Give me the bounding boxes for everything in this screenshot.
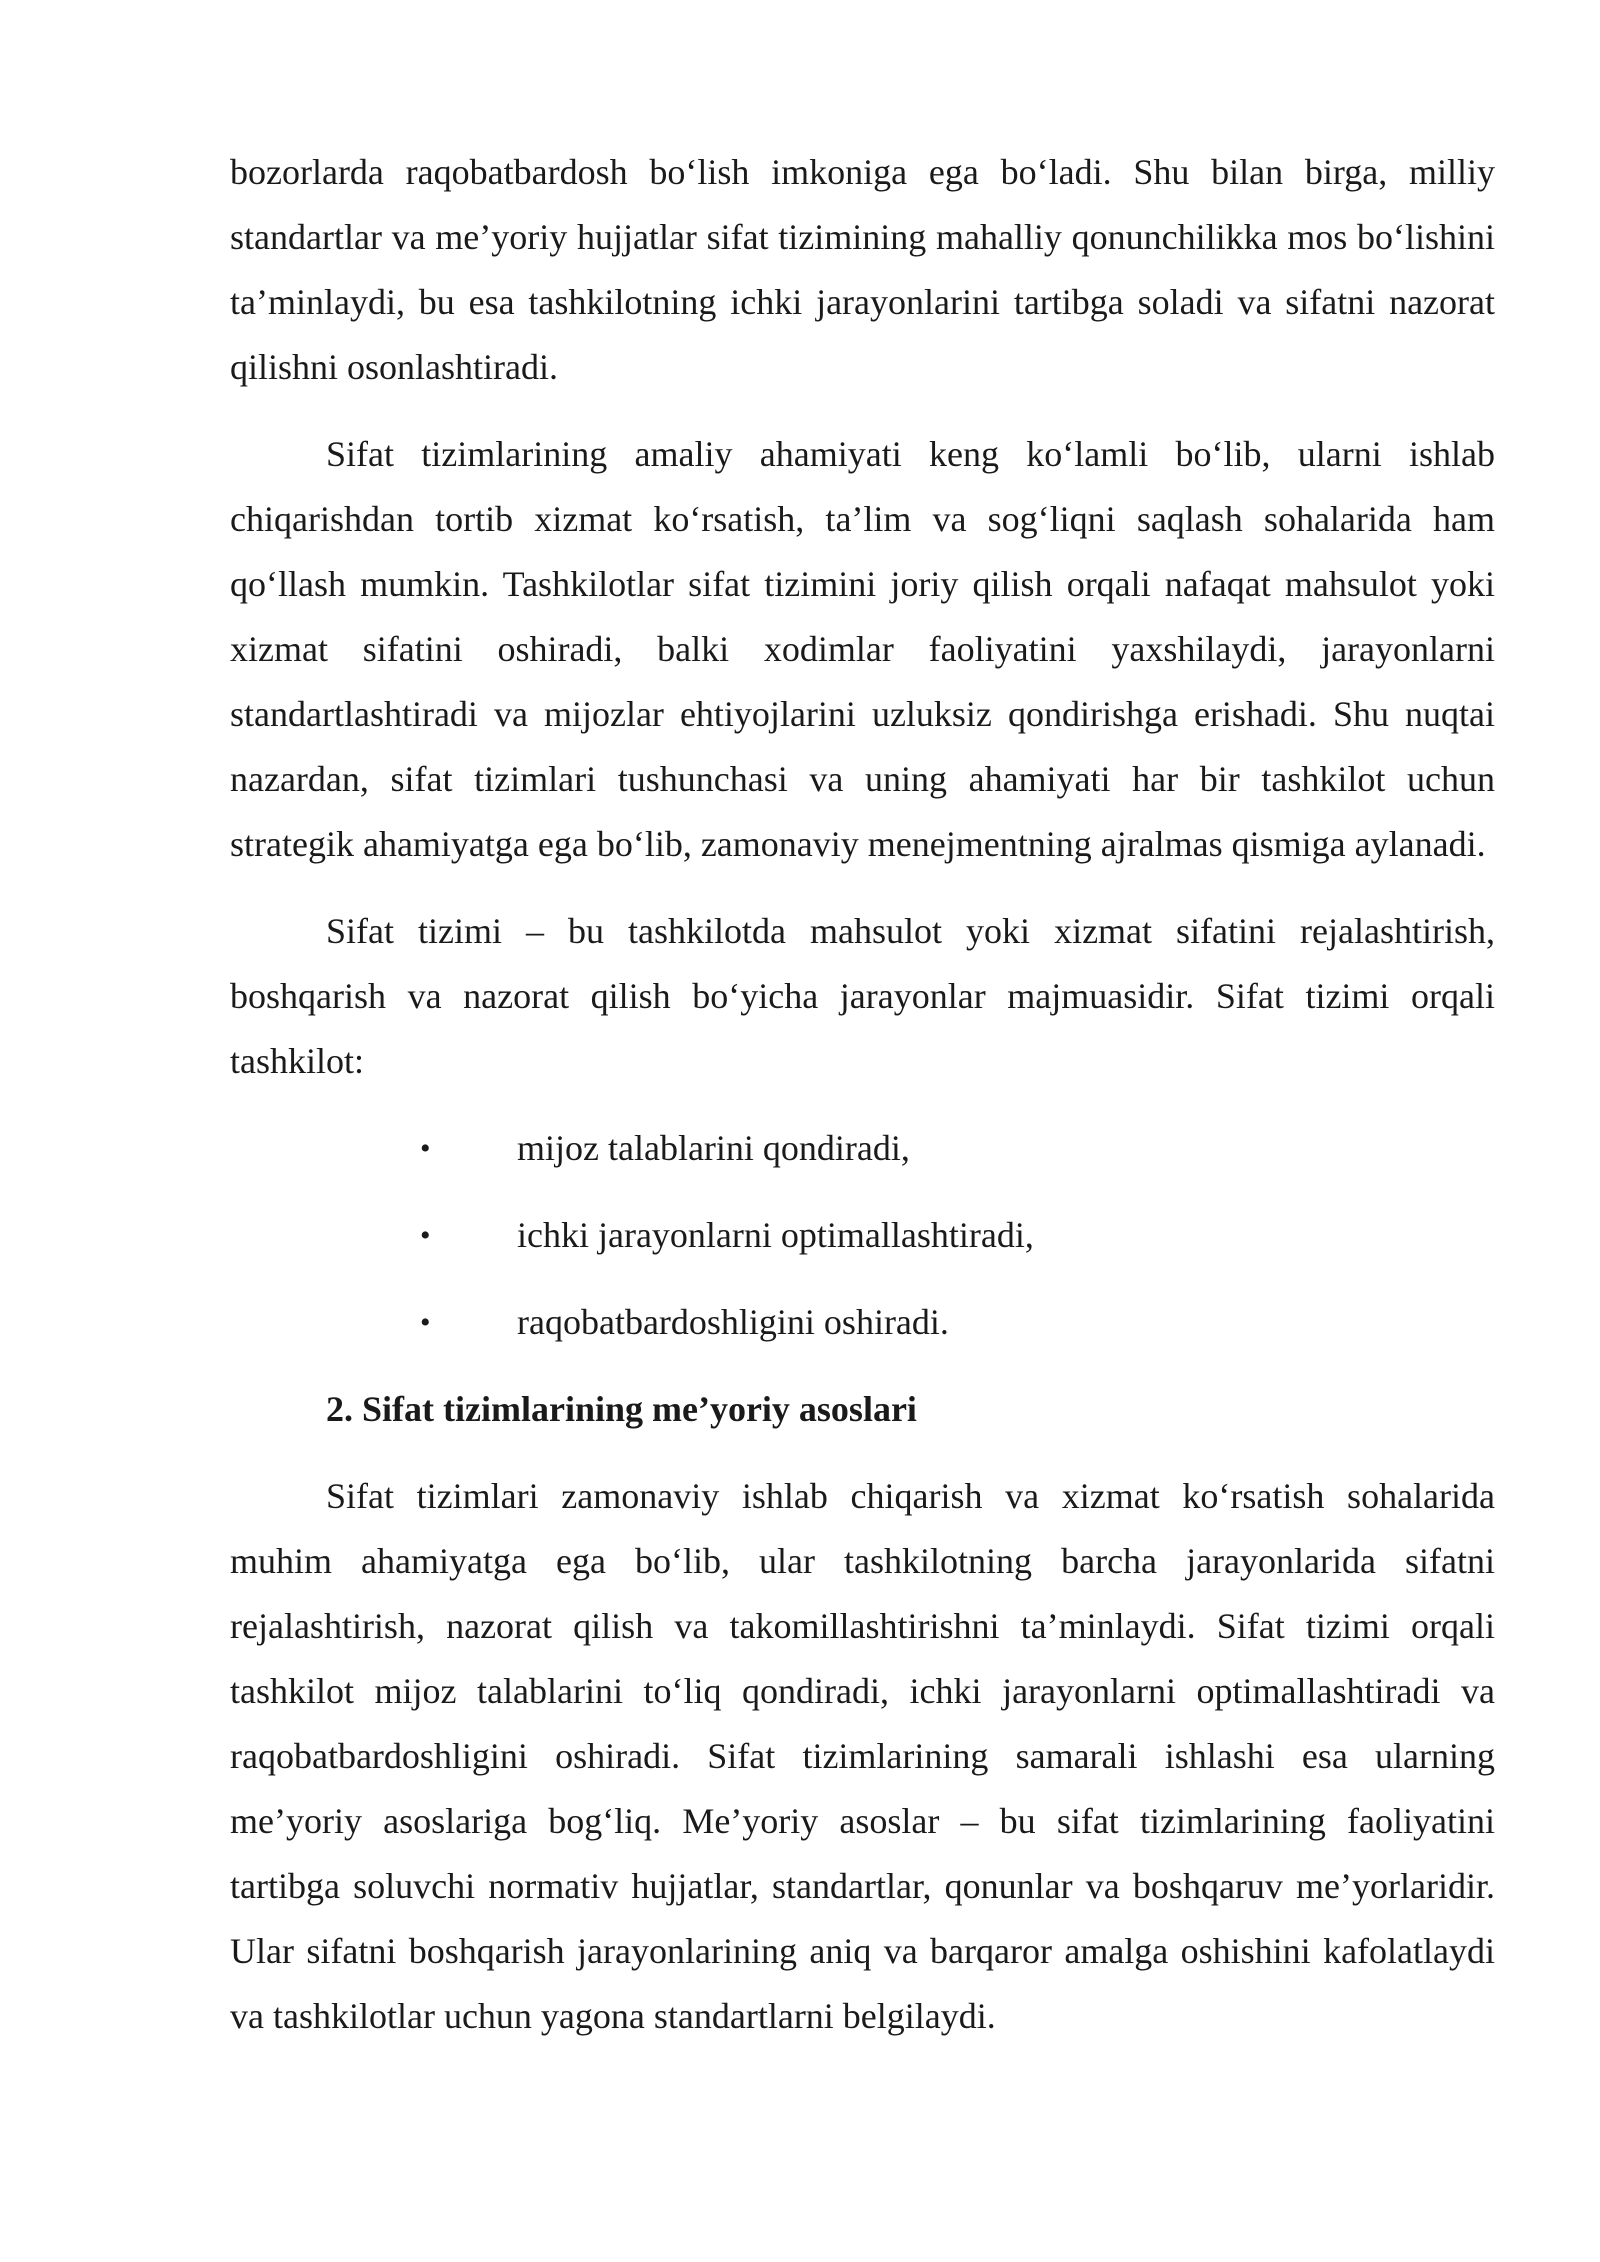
list-item-text: raqobatbardoshligini oshiradi. xyxy=(517,1302,949,1342)
bullet-icon: • xyxy=(420,1132,431,1165)
list-item-text: ichki jarayonlarni optimallashtiradi, xyxy=(517,1215,1034,1255)
paragraph-definition: Sifat tizimi – bu tashkilotda mahsulot yoki xizmat sifatini rejalashtirish, boshqarish va nazorat qilish bo‘yicha jarayonlar majmuasidir. Sifat tizimi orqali tashkilot: xyxy=(230,911,1495,1081)
section-heading: 2. Sifat tizimlarining me’yoriy asoslari xyxy=(326,1389,917,1429)
list-item xyxy=(230,1116,1495,1181)
document-page xyxy=(230,140,1495,2049)
list-item-text: mijoz talablarini qondiradi, xyxy=(517,1128,910,1168)
list-item xyxy=(230,1290,1495,1355)
paragraph-practical-importance: Sifat tizimlarining amaliy ahamiyati keng ko‘lamli bo‘lib, ularni ishlab chiqarishdan tortib xizmat ko‘rsatish, ta’lim va sog‘liqni saqlash sohalarida ham qo‘llash mumkin. Tashkilotlar sifat tizimini joriy qilish orqali nafaqat mahsulot yoki xizmat sifatini oshiradi, balki xodimlar faoliyatini yaxshilaydi, jarayonlarni standartlashtiradi va mijozlar ehtiyojlarini uzluksiz qondirishga erishadi. Shu nuqtai nazardan, sifat tizimlari tushunchasi va uning ahamiyati har bir tashkilot uchun strategik ahamiyatga ega bo‘lib, zamonaviy menejmentning ajralmas qismiga aylanadi. xyxy=(230,434,1495,864)
paragraph-normative-foundations: Sifat tizimlari zamonaviy ishlab chiqarish va xizmat ko‘rsatish sohalarida muhim ahamiyatga ega bo‘lib, ular tashkilotning barcha jarayonlarida sifatni rejalashtirish, nazorat qilish va takomillashtirishni ta’minlaydi. Sifat tizimi orqali tashkilot mijoz talablarini to‘liq qondiradi, ichki jarayonlarni optimallashtiradi va raqobatbardoshligini oshiradi. Sifat tizimlarining samarali ishlashi esa ularning me’yoriy asoslariga bog‘liq. Me’yoriy asoslar – bu sifat tizimlarining faoliyatini tartibga soluvchi normativ hujjatlar, standartlar, qonunlar va boshqaruv me’yorlaridir. Ular sifatni boshqarish jarayonlarining aniq va barqaror amalga oshishini kafolatlaydi va tashkilotlar uchun yagona standartlarni belgilaydi. xyxy=(230,1476,1495,2036)
bullet-icon: • xyxy=(420,1306,431,1339)
bullet-icon: • xyxy=(420,1219,431,1252)
paragraph-continuation: bozorlarda raqobatbardosh bo‘lish imkoniga ega bo‘ladi. Shu bilan birga, milliy standartlar va me’yoriy hujjatlar sifat tizimining mahalliy qonunchilikka mos bo‘lishini ta’minlaydi, bu esa tashkilotning ichki jarayonlarini tartibga soladi va sifatni nazorat qilishni osonlashtiradi. xyxy=(230,152,1495,387)
list-item xyxy=(230,1203,1495,1268)
bullet-list xyxy=(230,1116,1495,1355)
